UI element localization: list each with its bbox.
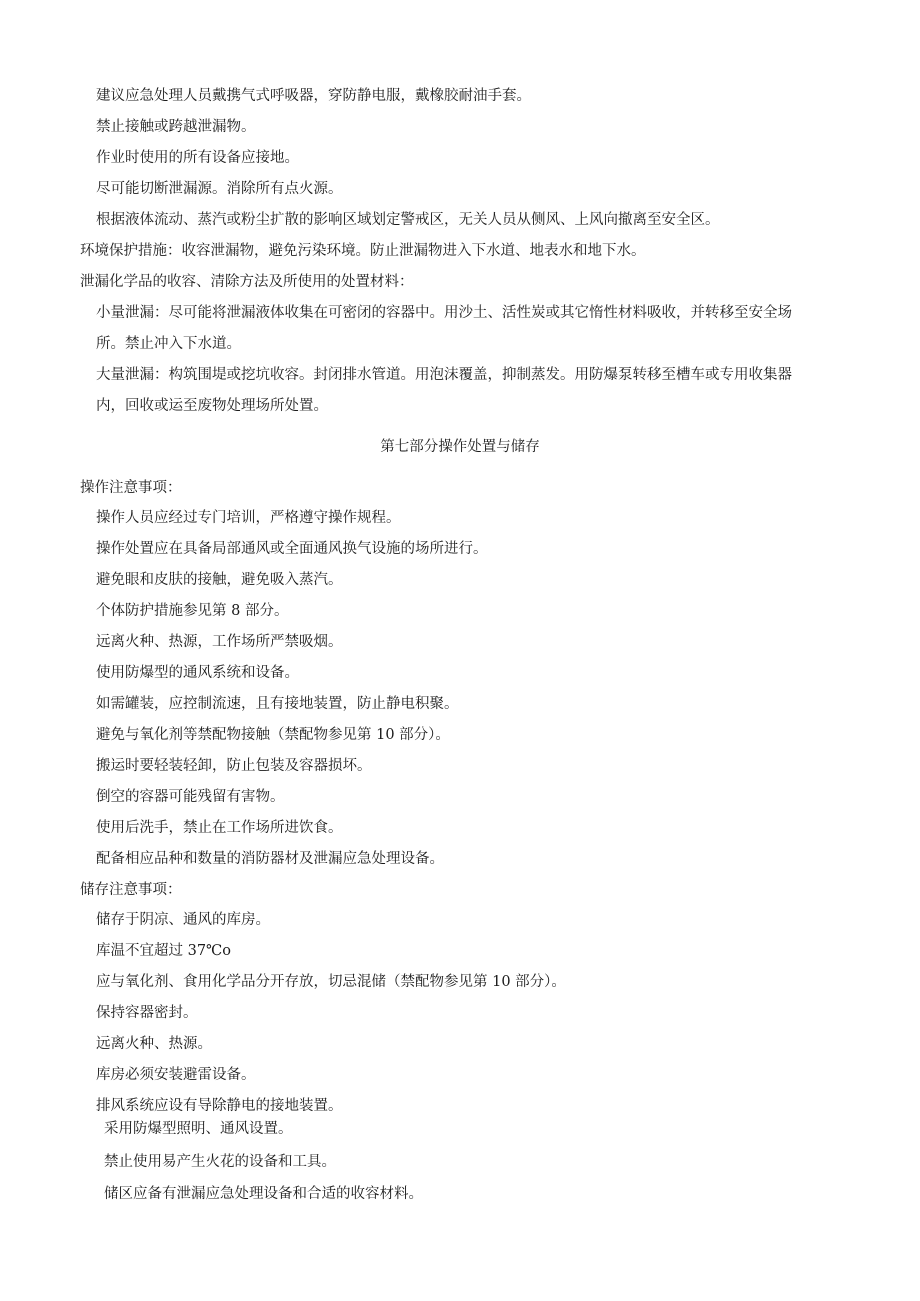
operation-line: 使用后洗手，禁止在工作场所进饮食。: [96, 820, 343, 836]
storage-line: 库房必须安装避雷设备。: [96, 1067, 256, 1083]
storage-line: 库温不宜超过 37℃o: [96, 943, 232, 959]
storage-heading: 储存注意事项：: [80, 882, 182, 898]
operation-heading: 操作注意事项：: [80, 480, 182, 496]
storage-line: 排风系统应设有导除静电的接地装置。: [96, 1098, 343, 1114]
emergency-line: 作业时使用的所有设备应接地。: [96, 150, 299, 166]
large-leak-line: 内，回收或运至废物处理场所处置。: [96, 398, 328, 414]
small-leak-line: 所。禁止冲入下水道。: [96, 336, 241, 352]
operation-line: 使用防爆型的通风系统和设备。: [96, 665, 299, 681]
storage-line: 禁止使用易产生火花的设备和工具。: [104, 1154, 336, 1170]
large-leak-line: 大量泄漏：构筑围堤或挖坑收容。封闭排水管道。用泡沫覆盖，抑制蒸发。用防爆泵转移至槽车或专用收集器: [96, 367, 792, 383]
cleanup-heading: 泄漏化学品的收容、清除方法及所使用的处置材料：: [80, 274, 414, 290]
env-protection-text: ：收容泄漏物，避免污染环境。防止泄漏物进入下水道、地表水和地下水。: [167, 243, 646, 259]
storage-line: 远离火种、热源。: [96, 1036, 212, 1052]
emergency-line: 根据液体流动、蒸汽或粉尘扩散的影响区域划定警戒区，无关人员从侧风、上风向撤离至安全区。: [96, 212, 720, 228]
operation-line: 操作人员应经过专门培训，严格遵守操作规程。: [96, 510, 401, 526]
operation-line: 倒空的容器可能残留有害物。: [96, 789, 285, 805]
operation-line: 搬运时要轻装轻卸，防止包装及容器损坏。: [96, 758, 372, 774]
emergency-line: 建议应急处理人员戴携气式呼吸器，穿防静电服，戴橡胶耐油手套。: [96, 88, 531, 104]
operation-line: 远离火种、热源，工作场所严禁吸烟。: [96, 634, 343, 650]
emergency-line: 禁止接触或跨越泄漏物。: [96, 119, 256, 135]
storage-line: 采用防爆型照明、通风设置。: [104, 1121, 293, 1137]
storage-line: 储存于阴凉、通风的库房。: [96, 912, 270, 928]
storage-line: 储区应备有泄漏应急处理设备和合适的收容材料。: [104, 1186, 423, 1202]
emergency-line: 尽可能切断泄漏源。消除所有点火源。: [96, 181, 343, 197]
env-protection-label: 环境保护措施: [80, 243, 167, 259]
storage-line: 保持容器密封。: [96, 1005, 198, 1021]
operation-line: 个体防护措施参见第 8 部分。: [96, 603, 289, 619]
storage-line: 应与氧化剂、食用化学品分开存放，切忌混储（禁配物参见第 10 部分）。: [96, 974, 566, 990]
operation-line: 避免眼和皮肤的接触，避免吸入蒸汽。: [96, 572, 343, 588]
operation-line: 避免与氧化剂等禁配物接触（禁配物参见第 10 部分）。: [96, 727, 450, 743]
section-title: 第七部分操作处置与储存: [380, 439, 540, 455]
operation-line: 如需罐装，应控制流速，且有接地装置，防止静电积聚。: [96, 696, 459, 712]
small-leak-line: 小量泄漏：尽可能将泄漏液体收集在可密闭的容器中。用沙土、活性炭或其它惰性材料吸收，并转移至安全场: [96, 305, 792, 321]
operation-line: 操作处置应在具备局部通风或全面通风换气设施的场所进行。: [96, 541, 488, 557]
env-protection-line: [80, 241, 646, 261]
operation-line: 配备相应品种和数量的消防器材及泄漏应急处理设备。: [96, 851, 444, 867]
